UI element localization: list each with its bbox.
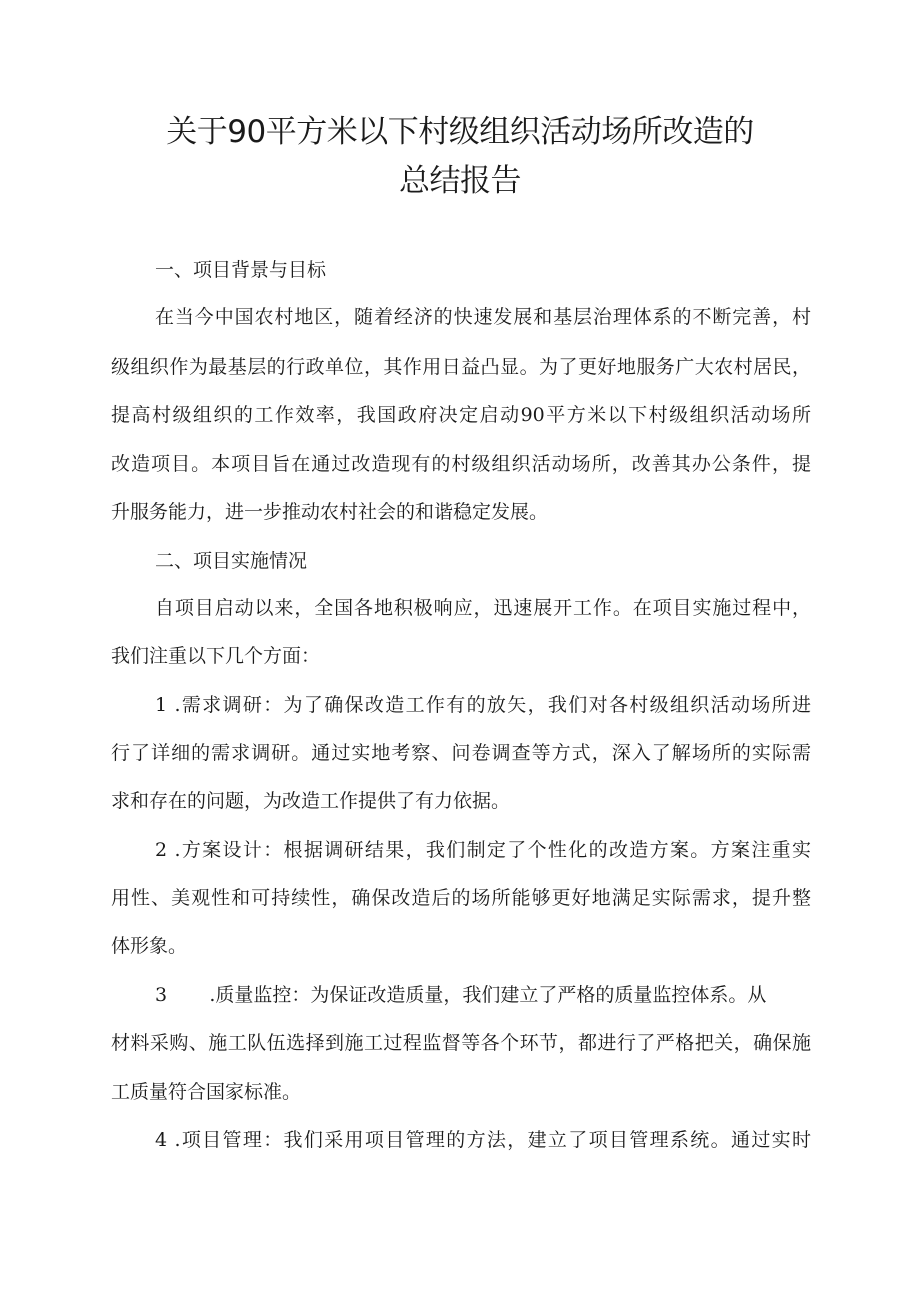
paragraph-line: 求和存在的问题，为改造工作提供了有力依据。 bbox=[111, 790, 511, 812]
paragraph-line: 级组织作为最基层的行政单位，其作用日益凸显。为了更好地服务广大农村居民， bbox=[111, 356, 811, 378]
paragraph-line: 工质量符合国家标准。 bbox=[111, 1081, 302, 1103]
paragraph-line: 用性、美观性和可持续性，确保改造后的场所能够更好地满足实际需求，提升整 bbox=[111, 887, 811, 909]
paragraph-line: 我们注重以下几个方面： bbox=[111, 645, 321, 667]
paragraph-line: 自项目启动以来，全国各地积极响应，迅速展开工作。在项目实施过程中， bbox=[155, 597, 811, 619]
list-item-needs-research: 1 .需求调研：为了确保改造工作有的放矢，我们对各村级组织活动场所进 bbox=[155, 694, 811, 716]
paragraph-line: 改造项目。本项目旨在通过改造现有的村级组织活动场所，改善其办公条件，提 bbox=[111, 453, 811, 475]
paragraph-line: 升服务能力，进一步推动农村社会的和谐稳定发展。 bbox=[111, 501, 549, 523]
paragraph-line: 提高村级组织的工作效率，我国政府决定启动90平方米以下村级组织活动场所 bbox=[111, 404, 811, 426]
document-title-line-2: 总结报告 bbox=[399, 163, 521, 199]
paragraph-line: 在当今中国农村地区，随着经济的快速发展和基层治理体系的不断完善，村 bbox=[155, 306, 811, 328]
section-heading-implementation: 二、项目实施情况 bbox=[155, 550, 308, 572]
list-item-quality-control: 3 .质量监控：为保证改造质量，我们建立了严格的质量监控体系。从 bbox=[155, 984, 767, 1006]
list-item-project-management: 4 .项目管理：我们采用项目管理的方法，建立了项目管理系统。通过实时 bbox=[155, 1129, 811, 1151]
document-title-line-1: 关于90平方米以下村级组织活动场所改造的 bbox=[166, 114, 754, 150]
paragraph-line: 体形象。 bbox=[111, 935, 188, 957]
paragraph-line: 材料采购、施工队伍选择到施工过程监督等各个环节，都进行了严格把关，确保施 bbox=[111, 1032, 811, 1054]
paragraph-line: 行了详细的需求调研。通过实地考察、问卷调查等方式，深入了解场所的实际需 bbox=[111, 742, 811, 764]
list-item-plan-design: 2 .方案设计：根据调研结果，我们制定了个性化的改造方案。方案注重实 bbox=[155, 839, 811, 861]
section-heading-background: 一、项目背景与目标 bbox=[155, 259, 327, 281]
